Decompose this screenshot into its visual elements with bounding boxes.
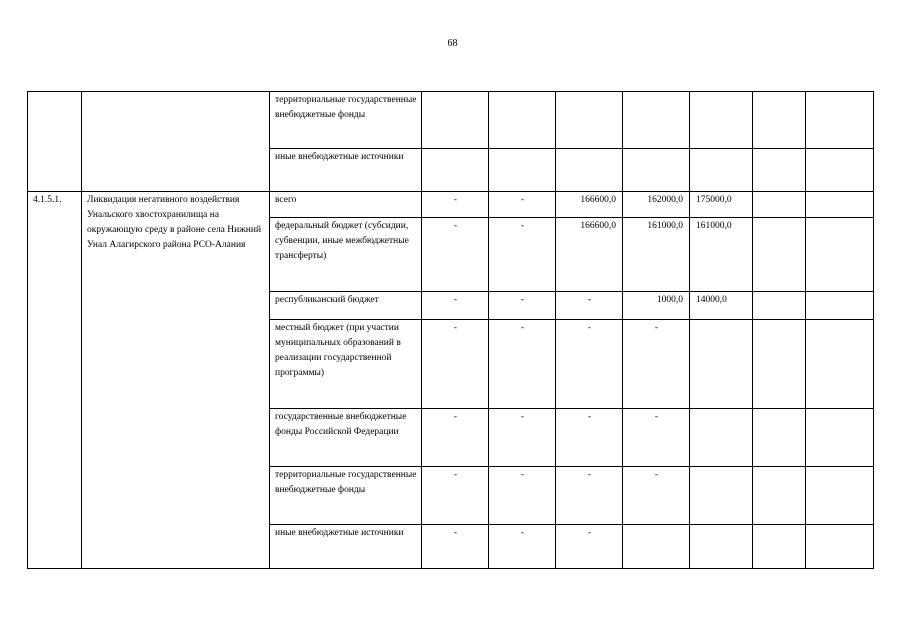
- source-cell: местный бюджет (при участии муниципальных образований в реализации государственной программы): [270, 320, 422, 409]
- measure-name: Ликвидация негативного воздействия Унальского хвостохранилища на окружающую среду в районе села Нижний Унал Алагирского района РСО-Алания: [82, 192, 270, 569]
- value-cell: 166600,0: [556, 192, 623, 218]
- source-cell: государственные внебюджетные фонды Российской Федерации: [270, 409, 422, 467]
- value-cell: -: [623, 320, 690, 409]
- value-cell: [753, 525, 806, 569]
- value-cell: [806, 467, 874, 525]
- value-cell: [753, 192, 806, 218]
- code-cell-empty: [28, 92, 82, 192]
- value-cell: -: [422, 292, 489, 320]
- value-cell: 166600,0: [556, 218, 623, 292]
- value-cell: 161000,0: [690, 218, 753, 292]
- value-cell: -: [489, 218, 556, 292]
- source-cell: иные внебюджетные источники: [270, 149, 422, 192]
- name-cell-empty: [82, 92, 270, 192]
- value-cell: [806, 409, 874, 467]
- value-cell: 14000,0: [690, 292, 753, 320]
- value-cell: -: [623, 409, 690, 467]
- value-cell: 161000,0: [623, 218, 690, 292]
- source-cell: территориальные государственные внебюджетные фонды: [270, 92, 422, 149]
- value-cell: [806, 192, 874, 218]
- value-cell: -: [422, 409, 489, 467]
- value-cell: -: [422, 320, 489, 409]
- value-cell: -: [489, 525, 556, 569]
- source-cell: всего: [270, 192, 422, 218]
- value-cell: -: [623, 467, 690, 525]
- value-cell: [690, 467, 753, 525]
- source-cell: территориальные государственные внебюджетные фонды: [270, 467, 422, 525]
- value-cell: [806, 320, 874, 409]
- value-cell: -: [556, 320, 623, 409]
- value-cell: -: [489, 467, 556, 525]
- value-cell: [806, 292, 874, 320]
- value-cell: [753, 409, 806, 467]
- source-cell: федеральный бюджет (субсидии, субвенции, иные межбюджетные трансферты): [270, 218, 422, 292]
- value-cell: [690, 409, 753, 467]
- value-cell: [753, 320, 806, 409]
- value-cell: 162000,0: [623, 192, 690, 218]
- value-cell: -: [489, 409, 556, 467]
- value-cell: [690, 320, 753, 409]
- measure-code: 4.1.5.1.: [28, 192, 82, 569]
- value-cell: -: [556, 409, 623, 467]
- value-cell: [753, 292, 806, 320]
- budget-table: [27, 91, 874, 569]
- source-cell: республиканский бюджет: [270, 292, 422, 320]
- value-cell: -: [489, 192, 556, 218]
- value-cell: [623, 525, 690, 569]
- value-cell: -: [556, 292, 623, 320]
- value-cell: [806, 218, 874, 292]
- table-row: [28, 192, 874, 218]
- value-cell: 175000,0: [690, 192, 753, 218]
- value-cell: [753, 218, 806, 292]
- table-row: [28, 92, 874, 149]
- value-cell: -: [489, 320, 556, 409]
- value-cell: [753, 467, 806, 525]
- value-cell: -: [556, 525, 623, 569]
- value-cell: -: [422, 192, 489, 218]
- value-cell: -: [422, 525, 489, 569]
- value-cell: -: [422, 218, 489, 292]
- value-cell: [806, 525, 874, 569]
- value-cell: -: [422, 467, 489, 525]
- value-cell: [690, 525, 753, 569]
- value-cell: 1000,0: [623, 292, 690, 320]
- value-cell: -: [556, 467, 623, 525]
- value-cell: -: [489, 292, 556, 320]
- source-cell: иные внебюджетные источники: [270, 525, 422, 569]
- page-number: 68: [447, 38, 458, 49]
